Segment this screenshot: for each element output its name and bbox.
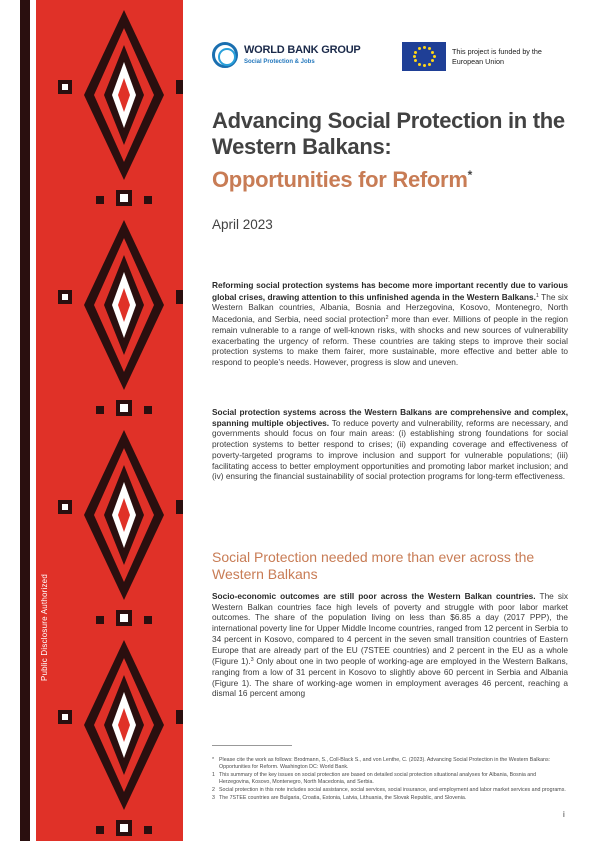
band-border-white	[0, 0, 20, 841]
document-subtitle	[212, 162, 472, 193]
footnote-number: 1	[212, 772, 215, 778]
intro-lead: Reforming social protection systems has become more important recently due to various global crises, drawing attention to this unfinished agenda in the Western Balkans.	[212, 280, 568, 302]
diamond-motif	[58, 10, 183, 206]
band-border-dark	[20, 0, 30, 841]
footnote-ref-3[interactable]: 3	[250, 657, 254, 664]
document-title: Advancing Social Protection in the Western Balkans:	[212, 108, 565, 159]
intro-body-a: The six Western Balkan countries, Albania, Bosnia and Herzegovina, Kosovo, Montenegro, North Macedonia, and Serbia, need social protection	[212, 291, 568, 325]
page-number: i	[563, 810, 565, 819]
wb-practice-name: Social Protection & Jobs	[244, 59, 315, 65]
eu-flag-icon	[402, 42, 446, 71]
outcomes-lead: Socio-economic outcomes are still poor across the Western Balkan countries.	[212, 591, 536, 601]
outcomes-body-a: The six Western Balkan countries face high levels of poverty and struggle with poor labor market outcomes. The share of the population living on less than $6.85 a day (2017 PPP), the international poverty line for Upper Middle Income countries, ranged from 12 percent in Serbia to 34 percent in Kosovo, compared to 4 percent in the seven small transition countries of Eastern Europe that are already part of the EU (7STEE countries) and 2 percent in the EU as a whole (Figure 1).	[212, 591, 568, 667]
wb-group-name: WORLD BANK GROUP	[244, 44, 361, 56]
eu-funding-note: This project is funded by the European Union	[452, 47, 542, 66]
embroidery-pattern	[36, 0, 183, 841]
systems-body: To reduce poverty and vulnerability, reforms are necessary, and governments should focus on four main areas: (i) establishing strong foundations for social protection systems to better respond to crises; (ii) expanding coverage and effectiveness of poverty-targeted programs to improve inclusion and support for vulnerable populations; (iii) facilitating access to better employment opportunities and promoting labor market inclusion; and (iv) ensuring the financial sustainability of social protection programs for long-term effectiveness.	[212, 417, 568, 482]
footnote-item	[212, 772, 568, 786]
footnote-divider	[212, 745, 292, 746]
intro-paragraph	[212, 280, 568, 368]
subtitle-text: Opportunities for Reform	[212, 167, 468, 192]
outcomes-body-b: Only about one in two people of working-age are employed in the Western Balkans, ranging from a low of 31 percent in Kosovo to slightly above 60 percent in Serbia and Albania (Figure 1). The share of working-age women in employment averages 46 percent, reaching a dismal 16 percent among	[212, 656, 568, 699]
systems-paragraph	[212, 407, 568, 482]
footnote-text: This summary of the key issues on social protection are based on detailed social protection situational analyses for Albania, Bosnia and Herzegovina, Kosovo, Montenegro, North Macedonia, and Serbia.	[219, 772, 537, 785]
decorative-embroidery-band	[0, 0, 183, 841]
footnote-item	[212, 795, 568, 802]
publication-date: April 2023	[212, 217, 273, 232]
world-bank-logo	[212, 42, 372, 72]
footnote-text: The 7STEE countries are Bulgaria, Croatia, Estonia, Latvia, Lithuania, the Slovak Republic, and Slovenia.	[219, 795, 467, 801]
intro-body-b: more than ever. Millions of people in the region remain vulnerable to a range of well-known risks, with shocks and new sources of vulnerability exacerbating the urgency of reform. These countries are taking steps to improve their social protection systems to make them fairer, more sustainable, more effective and better able to respond to people’s needs. However, progress is slow and uneven.	[212, 314, 568, 367]
footnote-number: 3	[212, 795, 215, 801]
subtitle-footnote-mark: *	[467, 168, 472, 182]
footnote-text: Social protection in this note includes social assistance, social services, social insurance, and employment and labor market services and programs.	[219, 787, 566, 793]
footnotes-section	[212, 757, 568, 803]
section-heading: Social Protection needed more than ever across the Western Balkans	[212, 549, 535, 582]
footnote-item	[212, 787, 568, 794]
footnote-text: Please cite the work as follows: Brodmann, S., Coll-Black S., and von Lenthe, C. (2023). Advancing Social Protection in the Western Balkans: Opportunities for Reform. Washington DC: World Bank.	[219, 757, 551, 770]
footnote-ref-1[interactable]: 1	[535, 292, 539, 299]
footnote-number: *	[212, 757, 215, 763]
globe-icon	[212, 42, 238, 68]
footnote-number: 2	[212, 787, 215, 793]
footnote-ref-2[interactable]: 2	[385, 315, 389, 322]
systems-lead: Social protection systems across the Western Balkans are comprehensive and complex, spanning multiple objectives.	[212, 407, 568, 428]
public-disclosure-label: Public Disclosure Authorized	[40, 574, 49, 681]
outcomes-paragraph	[212, 591, 568, 699]
footnote-item	[212, 757, 568, 771]
